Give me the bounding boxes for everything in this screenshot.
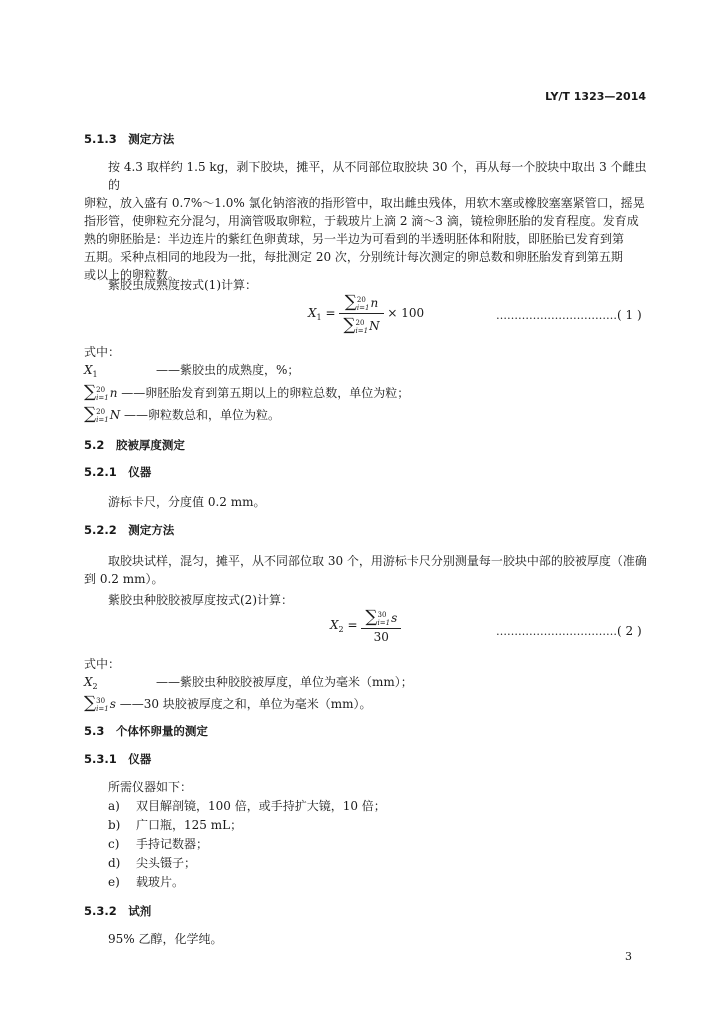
heading-5-3-2: 5.3.2 试剂	[84, 904, 152, 918]
sum-upper: 30	[96, 696, 106, 705]
numerator-var: s	[391, 611, 398, 625]
def-text: ——30 块胶被厚度之和，单位为毫米（mm）。	[119, 697, 372, 711]
list-text: 载玻片。	[136, 875, 185, 889]
sum-upper: 30	[377, 610, 387, 619]
def-symbol-sub: 2	[92, 682, 98, 691]
def-var: N	[109, 408, 121, 422]
text-line: 或以上的卵粒数。	[84, 268, 181, 282]
page-number: 3	[625, 950, 632, 963]
formula-lhs: X	[330, 618, 339, 632]
sum-lower: i=1	[96, 704, 109, 713]
list-marker: a)	[108, 799, 120, 813]
text-line: 取胶块试样，混匀，摊平，从不同部位取 30 个，用游标卡尺分别测量每一胶块中部的胶被厚度（准确	[108, 554, 647, 568]
formula-denominator: 30	[373, 630, 389, 644]
def-text: ——紫胶虫的成熟度，%；	[156, 363, 300, 377]
paragraph-5-1-3	[84, 158, 654, 284]
paragraph-5-2-2	[84, 552, 654, 588]
formula-2-number	[496, 624, 642, 638]
list-marker: d)	[108, 856, 121, 870]
sum-lower: i=1	[96, 415, 109, 424]
definition-row	[84, 694, 372, 713]
leader-dots: ……………………………	[496, 625, 617, 638]
text-line: 熟的卵胚胎是：半边连片的紫红色卵黄球，另一半边为可看到的半透明胚体和附肢，即胚胎已发育到第	[84, 232, 625, 246]
def-text: ——紫胶虫种胶胶被厚度，单位为毫米（mm）；	[156, 675, 413, 689]
where-label: 式中：	[84, 657, 121, 671]
formula-denominator	[339, 315, 383, 335]
formula-2	[330, 607, 401, 644]
heading-5-2: 5.2 胶被厚度测定	[84, 438, 185, 452]
standard-code: LY/T 1323—2014	[545, 90, 646, 103]
def-symbol-sub: 1	[92, 370, 98, 379]
text-line: 按 4.3 取样约 1.5 kg，剥下胶块，摊平，从不同部位取胶块 30 个，再从每一个胶块中取出 3 个雌虫的	[108, 160, 647, 192]
formula-fraction	[361, 607, 401, 644]
definition-row	[84, 361, 299, 384]
heading-5-3: 5.3 个体怀卵量的测定	[84, 724, 208, 738]
heading-5-2-1: 5.2.1 仪器	[84, 465, 152, 479]
heading-5-1-3: 5.1.3 测定方法	[84, 132, 175, 146]
list-marker: c)	[108, 837, 120, 851]
def-var: s	[109, 697, 116, 711]
formula-eq: =	[325, 306, 336, 320]
heading-5-3-1: 5.3.1 仪器	[84, 752, 152, 766]
formula-intro-2: 紫胶虫种胶胶被厚度按式(2)计算：	[108, 593, 293, 607]
text-line: 五期。采种点相同的地段为一批，每批测定 20 次，分别统计每次测定的卵总数和卵胚胎发育到第五期	[84, 250, 623, 264]
list-item	[108, 797, 386, 816]
formula-times: × 100	[387, 306, 425, 320]
sum-symbol: ∑	[84, 382, 97, 402]
formula-numerator	[341, 292, 382, 312]
list-intro: 所需仪器如下：	[108, 780, 193, 794]
definition-row	[84, 383, 409, 402]
list-text: 双目解剖镜，100 倍，或手持扩大镜，10 倍；	[136, 799, 386, 813]
equation-number: ( 1 )	[617, 308, 642, 322]
sum-lower: i=1	[96, 393, 109, 402]
list-text: 尖头镊子；	[136, 856, 197, 870]
formula-lhs-sub: 1	[316, 313, 322, 322]
def-var: n	[109, 386, 118, 400]
instrument-list	[108, 797, 386, 892]
sum-upper: 20	[96, 407, 106, 416]
leader-dots: ……………………………	[496, 309, 617, 322]
def-symbol: X	[84, 363, 93, 377]
paragraph-5-3-2: 95% 乙醇，化学纯。	[108, 932, 223, 946]
sum-symbol: ∑	[343, 315, 356, 335]
sum-upper: 20	[355, 318, 365, 327]
list-marker: b)	[108, 818, 121, 832]
def-text: ——卵胚胎发育到第五期以上的卵粒总数，单位为粒；	[121, 386, 410, 400]
sum-lower: i=1	[356, 303, 370, 312]
list-text: 广口瓶，125 mL；	[136, 818, 243, 832]
sum-lower: i=1	[377, 618, 391, 627]
sum-upper: 20	[96, 385, 106, 394]
sum-symbol: ∑	[365, 607, 378, 627]
formula-1-number	[496, 308, 642, 322]
list-marker: e)	[108, 875, 120, 889]
denominator-var: N	[369, 319, 380, 333]
definition-row	[84, 405, 280, 424]
numerator-var: n	[370, 296, 379, 310]
sum-lower: i=1	[355, 326, 369, 335]
text-line: 到 0.2 mm）。	[84, 572, 164, 586]
sum-symbol: ∑	[84, 404, 97, 424]
list-item	[108, 873, 386, 892]
text-line: 卵粒，放入盛有 0.7%～1.0% 氯化钠溶液的指形管中，取出雌虫残体，用软木塞或橡胶塞塞紧管口，摇晃	[84, 196, 645, 210]
list-item	[108, 835, 386, 854]
formula-eq: =	[347, 618, 358, 632]
def-text: ——卵粒数总和，单位为粒。	[124, 408, 281, 422]
formula-lhs-sub: 2	[338, 625, 344, 634]
where-label: 式中：	[84, 345, 121, 359]
definition-row	[84, 673, 413, 696]
sum-symbol: ∑	[344, 292, 357, 312]
sum-symbol: ∑	[84, 693, 97, 713]
formula-fraction	[339, 292, 383, 335]
list-item	[108, 854, 386, 873]
text-line: 指形管，使卵粒充分混匀，用滴管吸取卵粒，于载玻片上滴 2 滴～3 滴，镜检卵胚胎的发育程度。发育成	[84, 214, 639, 228]
formula-intro-1: 紫胶虫成熟度按式(1)计算：	[108, 278, 257, 292]
heading-5-2-2: 5.2.2 测定方法	[84, 523, 175, 537]
formula-lhs: X	[308, 306, 317, 320]
sum-upper: 20	[356, 295, 366, 304]
list-item	[108, 816, 386, 835]
list-text: 手持记数器；	[136, 837, 209, 851]
formula-1	[308, 292, 424, 335]
def-symbol: X	[84, 675, 93, 689]
paragraph-5-2-1: 游标卡尺，分度值 0.2 mm。	[108, 495, 266, 509]
formula-numerator	[361, 607, 401, 627]
equation-number: ( 2 )	[617, 624, 642, 638]
